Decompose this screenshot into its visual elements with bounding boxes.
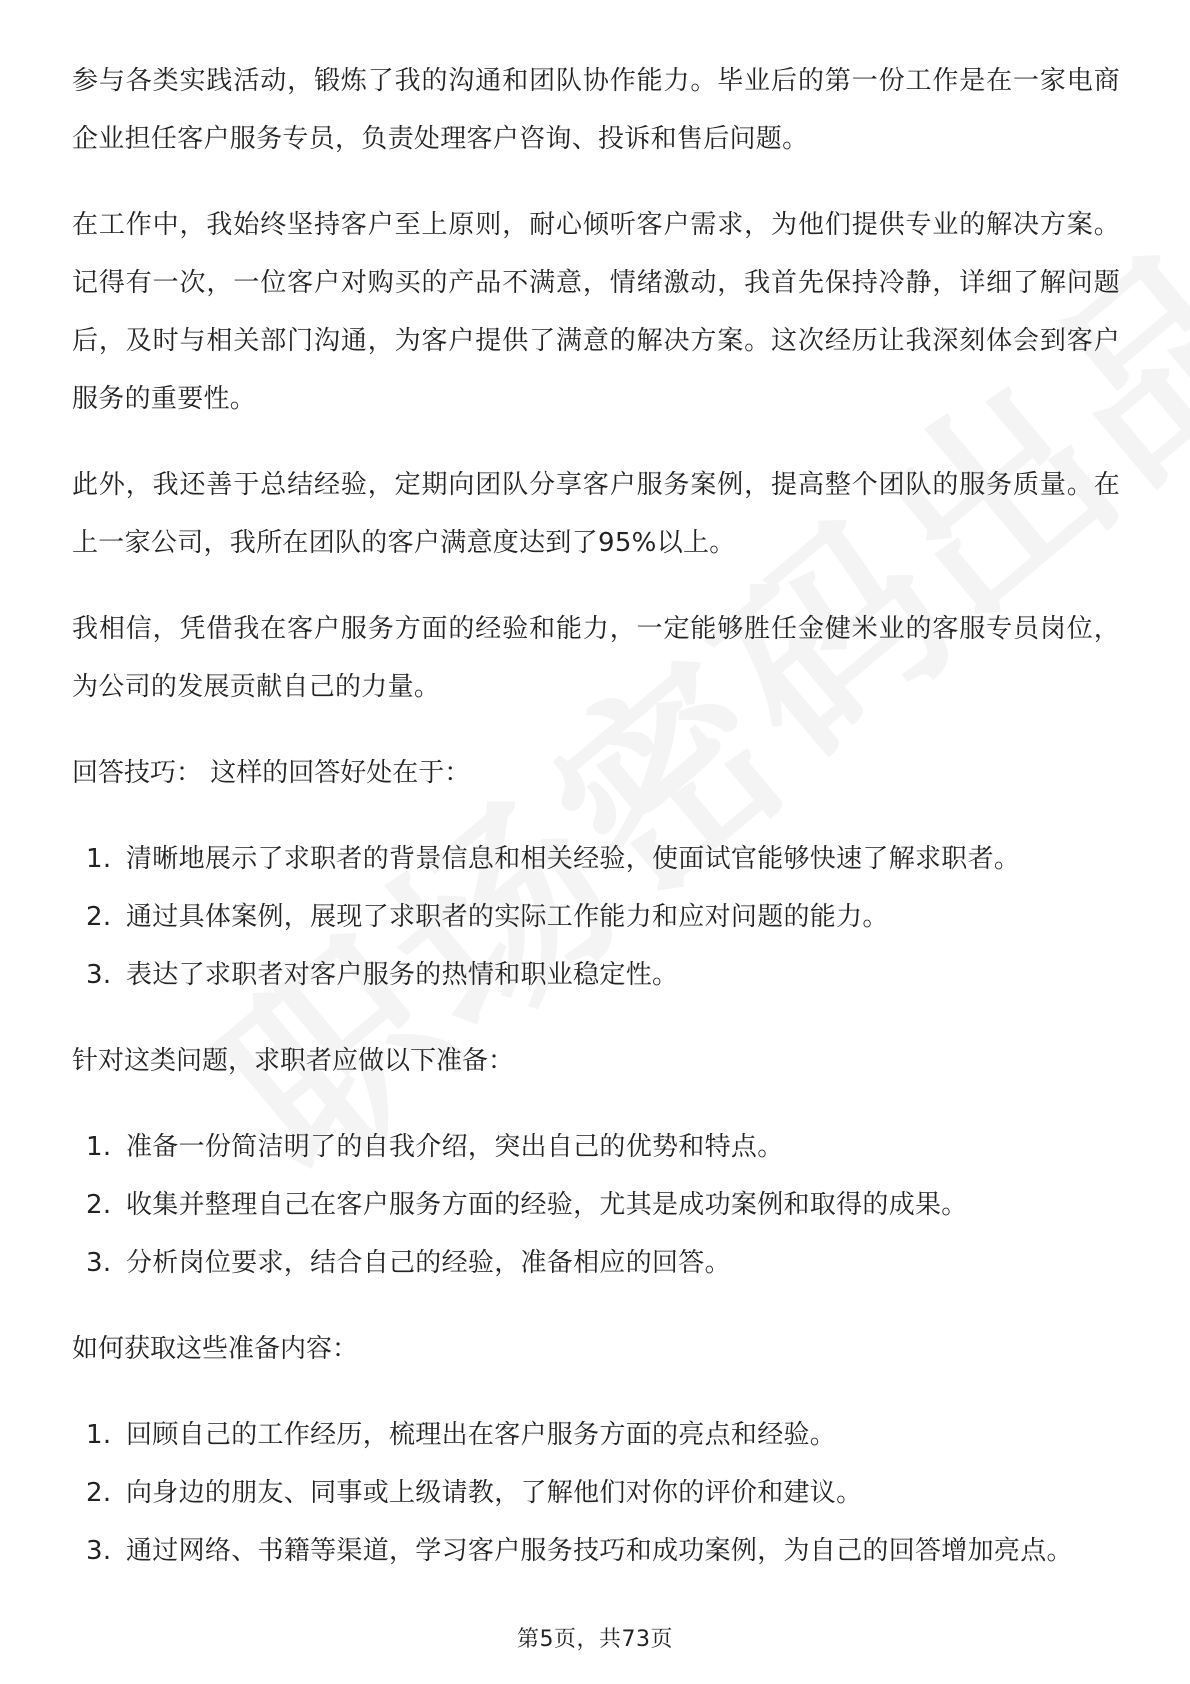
list-item [72,1118,1120,1176]
list-number: 2. [86,1478,112,1508]
list-item [72,888,1120,946]
list-number: 3. [86,960,112,990]
list-item [72,1176,1120,1234]
section-heading-answer-tips: 回答技巧： 这样的回答好处在于： [72,758,471,788]
list-number: 1. [86,1132,112,1162]
list-item-text: 收集并整理自己在客户服务方面的经验，尤其是成功案例和取得的成果。 [126,1190,968,1220]
sources-list [72,1406,1120,1580]
list-number: 2. [86,1190,112,1220]
list-number: 2. [86,902,112,932]
list-item [72,1406,1120,1464]
paragraph: 我相信，凭借我在客户服务方面的经验和能力，一定能够胜任金健米业的客服专员岗位，为公司的发展贡献自己的力量。 [72,614,1120,702]
section-heading-preparation: 针对这类问题，求职者应做以下准备： [72,1046,515,1076]
list-item [72,830,1120,888]
list-item [72,1522,1120,1580]
list-item-text: 通过网络、书籍等渠道，学习客户服务技巧和成功案例，为自己的回答增加亮点。 [126,1536,1073,1566]
list-item-text: 向身边的朋友、同事或上级请教，了解他们对你的评价和建议。 [126,1478,863,1508]
list-item-text: 通过具体案例，展现了求职者的实际工作能力和应对问题的能力。 [126,902,889,932]
section-heading-sources: 如何获取这些准备内容： [72,1334,359,1364]
list-item-text: 表达了求职者对客户服务的热情和职业稳定性。 [126,960,679,990]
list-item-text: 分析岗位要求，结合自己的经验，准备相应的回答。 [126,1248,731,1278]
paragraph: 此外，我还善于总结经验，定期向团队分享客户服务案例，提高整个团队的服务质量。在上一家公司，我所在团队的客户满意度达到了95%以上。 [72,470,1120,558]
paragraph: 参与各类实践活动，锻炼了我的沟通和团队协作能力。毕业后的第一份工作是在一家电商企业担任客户服务专员，负责处理客户咨询、投诉和售后问题。 [72,66,1120,154]
list-item [72,1464,1120,1522]
list-number: 3. [86,1248,112,1278]
list-item-text: 回顾自己的工作经历，梳理出在客户服务方面的亮点和经验。 [126,1420,837,1450]
list-number: 3. [86,1536,112,1566]
answer-tips-list [72,830,1120,1004]
page-number-footer: 第5页，共73页 [517,1627,673,1652]
list-item-text: 清晰地展示了求职者的背景信息和相关经验，使面试官能够快速了解求职者。 [126,844,1021,874]
list-item [72,1234,1120,1292]
page-content [72,52,1120,1608]
list-number: 1. [86,844,112,874]
preparation-list [72,1118,1120,1292]
list-item-text: 准备一份简洁明了的自我介绍，突出自己的优势和特点。 [126,1132,784,1162]
list-item [72,946,1120,1004]
paragraph: 在工作中，我始终坚持客户至上原则，耐心倾听客户需求，为他们提供专业的解决方案。记得有一次，一位客户对购买的产品不满意，情绪激动，我首先保持冷静，详细了解问题后，及时与相关部门沟通，为客户提供了满意的解决方案。这次经历让我深刻体会到客户服务的重要性。 [72,210,1120,414]
list-number: 1. [86,1420,112,1450]
